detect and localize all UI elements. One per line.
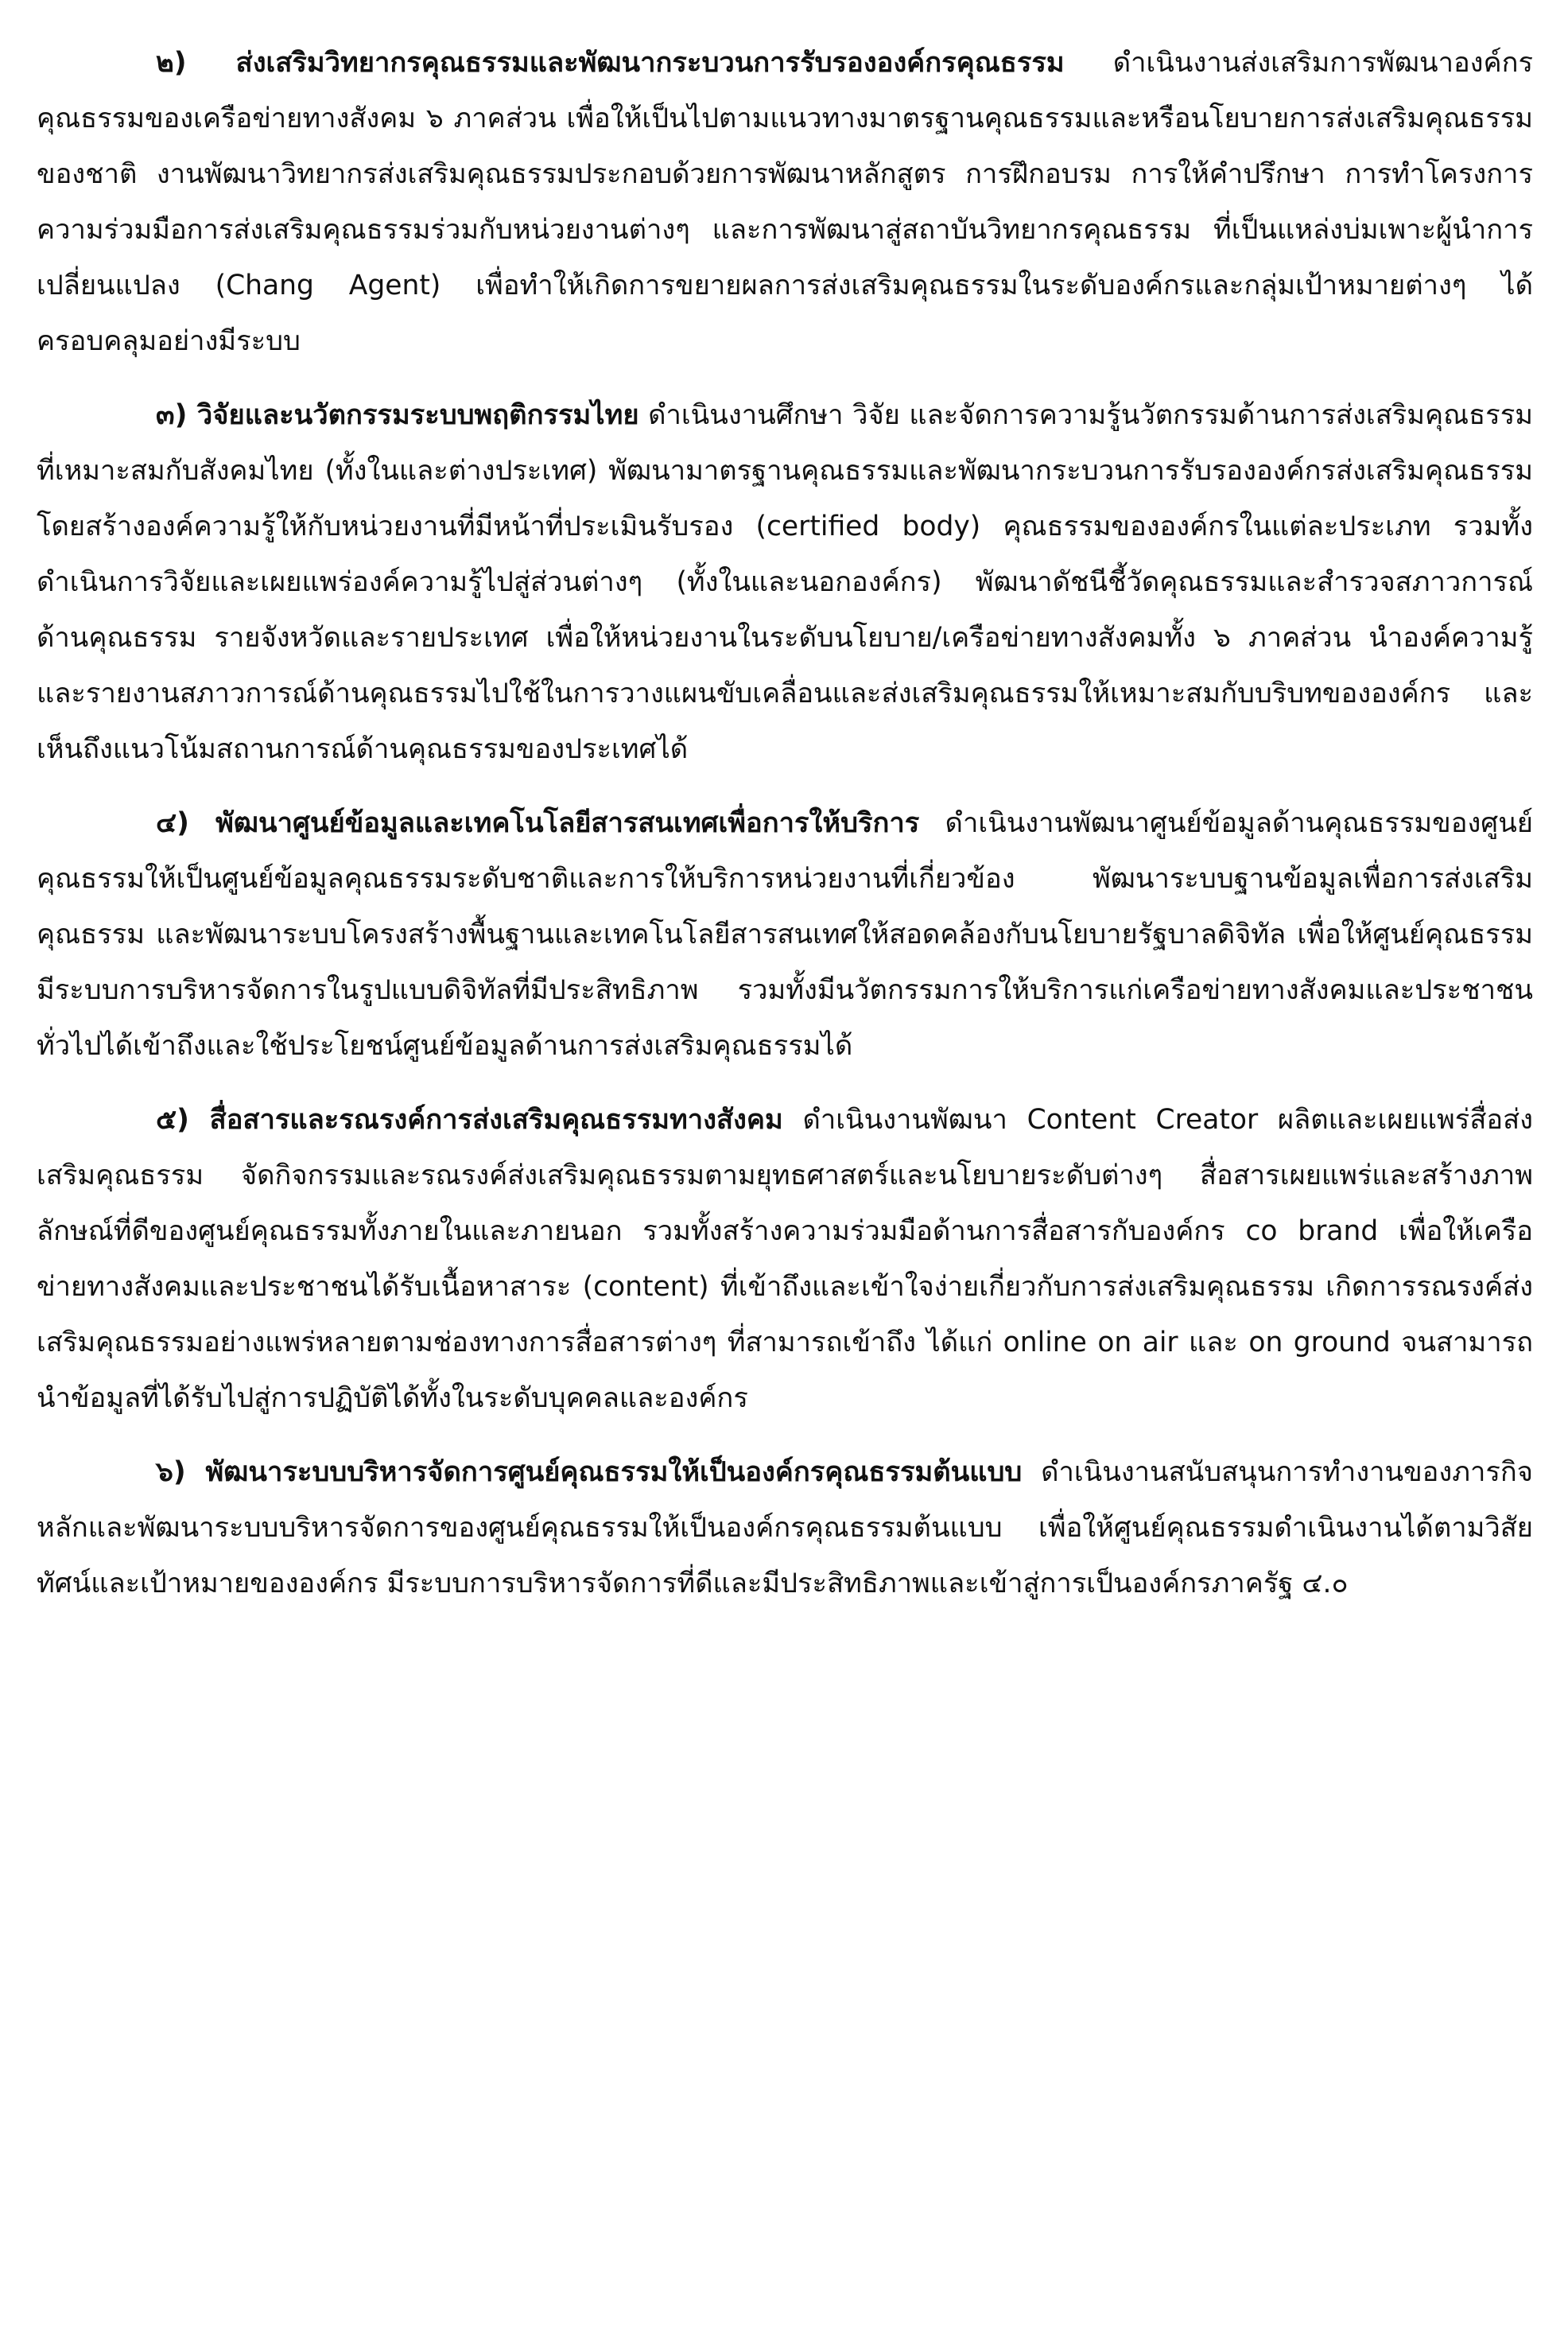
document-page — [37, 35, 1533, 1611]
section-5-body: ดำเนินงานพัฒนา Content Creator ผลิตและเผยแพร่สื่อส่งเสริมคุณธรรม จัดกิจกรรมและรณรงค์ส่งเสริมคุณธรรมตามยุทธศาสตร์และนโยบายระดับต่างๆ สื่อสารเผยแพร่และสร้างภาพลักษณ์ที่ดีของศูนย์คุณธรรมทั้งภายในและภายนอก รวมทั้งสร้างความร่วมมือด้านการสื่อสารกับองค์กร co brand เพื่อให้เครือข่ายทางสังคมและประชาชนได้รับเนื้อหาสาระ (content) ที่เข้าถึงและเข้าใจง่ายเกี่ยวกับการส่งเสริมคุณธรรม เกิดการรณรงค์ส่งเสริมคุณธรรมอย่างแพร่หลายตามช่องทางการสื่อสารต่างๆ ที่สามารถเข้าถึง ได้แก่ online on air และ on ground จนสามารถนำข้อมูลที่ได้รับไปสู่การปฏิบัติได้ทั้งในระดับบุคคลและองค์กร — [37, 1104, 1533, 1414]
section-6-body: ดำเนินงานสนับสนุนการทำงานของภารกิจหลักและพัฒนาระบบบริหารจัดการของศูนย์คุณธรรมให้เป็นองค์กรคุณธรรมต้นแบบ เพื่อให้ศูนย์คุณธรรมดำเนินงานได้ตามวิสัยทัศน์และเป้าหมายขององค์กร มีระบบการบริหารจัดการที่ดีและมีประสิทธิภาพและเข้าสู่การเป็นองค์กรภาครัฐ ๔.๐ — [37, 1456, 1533, 1599]
section-3-paragraph — [37, 387, 1533, 777]
section-3-heading: ๓) วิจัยและนวัตกรรมระบบพฤติกรรมไทย — [156, 399, 639, 431]
section-5-heading: ๕) สื่อสารและรณรงค์การส่งเสริมคุณธรรมทางสังคม — [156, 1104, 783, 1136]
section-2-body: ดำเนินงานส่งเสริมการพัฒนาองค์กรคุณธรรมของเครือข่ายทางสังคม ๖ ภาคส่วน เพื่อให้เป็นไปตามแนวทางมาตรฐานคุณธรรมและหรือนโยบายการส่งเสริมคุณธรรมของชาติ งานพัฒนาวิทยากรส่งเสริมคุณธรรมประกอบด้วยการพัฒนาหลักสูตร การฝึกอบรม การให้คำปรึกษา การทำโครงการความร่วมมือการส่งเสริมคุณธรรมร่วมกับหน่วยงานต่างๆ และการพัฒนาสู่สถาบันวิทยากรคุณธรรม ที่เป็นแหล่งบ่มเพาะผู้นำการเปลี่ยนแปลง (Chang Agent) เพื่อทำให้เกิดการขยายผลการส่งเสริมคุณธรรมในระดับองค์กรและกลุ่มเป้าหมายต่างๆ ได้ครอบคลุมอย่างมีระบบ — [37, 47, 1534, 357]
section-6-paragraph — [37, 1444, 1533, 1611]
section-4-paragraph — [37, 795, 1533, 1074]
section-4-body: ดำเนินงานพัฒนาศูนย์ข้อมูลด้านคุณธรรมของศูนย์คุณธรรมให้เป็นศูนย์ข้อมูลคุณธรรมระดับชาติและการให้บริการหน่วยงานที่เกี่ยวข้อง พัฒนาระบบฐานข้อมูลเพื่อการส่งเสริมคุณธรรม และพัฒนาระบบโครงสร้างพื้นฐานและเทคโนโลยีสารสนเทศให้สอดคล้องกับนโยบายรัฐบาลดิจิทัล เพื่อให้ศูนย์คุณธรรมมีระบบการบริหารจัดการในรูปแบบดิจิทัลที่มีประสิทธิภาพ รวมทั้งมีนวัตกรรมการให้บริการแก่เครือข่ายทางสังคมและประชาชนทั่วไปได้เข้าถึงและใช้ประโยชน์ศูนย์ข้อมูลด้านการส่งเสริมคุณธรรมได้ — [37, 807, 1533, 1062]
section-3-body: ดำเนินงานศึกษา วิจัย และจัดการความรู้นวัตกรรมด้านการส่งเสริมคุณธรรมที่เหมาะสมกับสังคมไทย (ทั้งในและต่างประเทศ) พัฒนามาตรฐานคุณธรรมและพัฒนากระบวนการรับรององค์กรส่งเสริมคุณธรรม โดยสร้างองค์ความรู้ให้กับหน่วยงานที่มีหน้าที่ประเมินรับรอง (certified body) คุณธรรมขององค์กรในแต่ละประเภท รวมทั้งดำเนินการวิจัยและเผยแพร่องค์ความรู้ไปสู่ส่วนต่างๆ (ทั้งในและนอกองค์กร) พัฒนาดัชนีชี้วัดคุณธรรมและสำรวจสภาวการณ์ด้านคุณธรรม รายจังหวัดและรายประเทศ เพื่อให้หน่วยงานในระดับนโยบาย/เครือข่ายทางสังคมทั้ง ๖ ภาคส่วน นำองค์ความรู้และรายงานสภาวการณ์ด้านคุณธรรมไปใช้ในการวางแผนขับเคลื่อนและส่งเสริมคุณธรรมให้เหมาะสมกับบริบทขององค์กร และเห็นถึงแนวโน้มสถานการณ์ด้านคุณธรรมของประเทศได้ — [37, 399, 1533, 765]
section-4-heading: ๔) พัฒนาศูนย์ข้อมูลและเทคโนโลยีสารสนเทศเพื่อการให้บริการ — [156, 807, 920, 839]
section-2-heading: ๒) ส่งเสริมวิทยากรคุณธรรมและพัฒนากระบวนการรับรององค์กรคุณธรรม — [156, 47, 1065, 79]
section-2-paragraph — [37, 35, 1533, 369]
section-5-paragraph — [37, 1092, 1533, 1426]
section-6-heading: ๖) พัฒนาระบบบริหารจัดการศูนย์คุณธรรมให้เป็นองค์กรคุณธรรมต้นแบบ — [156, 1456, 1023, 1488]
